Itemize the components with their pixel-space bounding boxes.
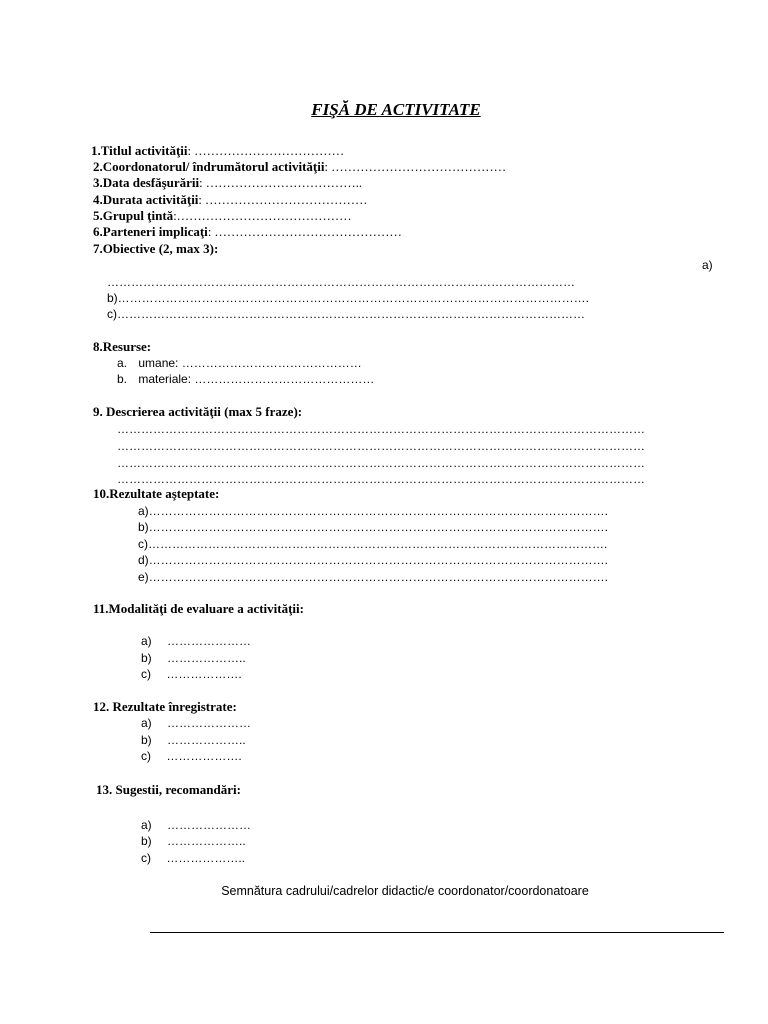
- field-dots: :……………………………………: [173, 209, 352, 223]
- list-marker: a): [141, 818, 152, 832]
- list-dots: ………………..: [167, 651, 246, 665]
- field-label: 5.Grupul ţintă: [93, 208, 174, 223]
- list-dots: ………………..: [166, 851, 246, 865]
- field-label: 2.Coordonatorul/ îndrumătorul activităţii: [93, 159, 325, 174]
- list-marker: a): [141, 716, 152, 730]
- recorded-item: [141, 733, 246, 747]
- list-marker: b): [141, 733, 152, 747]
- objective-a-marker: a): [702, 258, 713, 272]
- recorded-item: [141, 716, 251, 730]
- list-marker: c): [141, 749, 151, 763]
- suggestions-heading: 13. Sugestii, recomandări:: [96, 782, 241, 797]
- field-objectives-heading: 7.Obiective (2, max 3):: [93, 241, 219, 256]
- signature-line[interactable]: [150, 932, 724, 933]
- field-dots: : ………………………………………: [207, 225, 402, 239]
- field-date: [93, 175, 362, 191]
- list-marker: b): [141, 834, 152, 848]
- list-dots: …………………: [167, 818, 252, 832]
- suggestion-item: [141, 851, 245, 865]
- list-text: umane: ………………………………………: [138, 356, 362, 370]
- recorded-results-heading: 12. Rezultate înregistrate:: [93, 699, 237, 714]
- field-label: 1.Titlul activităţii: [91, 143, 188, 158]
- list-text: materiale: ………………………………………: [138, 372, 375, 386]
- objective-c-line: c)………………………………………………………………………………………………………: [107, 307, 585, 321]
- field-target-group: [93, 208, 352, 224]
- expected-line: a)…………………………………………………………………………………………………….: [138, 504, 609, 518]
- document-title: FIŞĂ DE ACTIVITATE: [311, 100, 481, 119]
- expected-line: c)…………………………………………………………………………………………………….: [138, 537, 608, 551]
- evaluation-heading: 11.Modalităţi de evaluare a activităţii:: [93, 601, 304, 616]
- evaluation-item: [141, 667, 242, 681]
- field-partners: [93, 224, 402, 240]
- list-marker: a.: [117, 356, 128, 370]
- list-dots: ……………….: [166, 749, 242, 763]
- evaluation-item: [141, 634, 251, 648]
- resource-human: [117, 356, 362, 370]
- expected-line: e)…………………………………………………………………………………………………….: [138, 570, 609, 584]
- field-activity-title: [91, 143, 344, 159]
- field-label: 3.Data desfăşurării: [93, 175, 200, 190]
- field-coordinator: [93, 159, 506, 175]
- signature-caption: Semnătura cadrului/cadrelor didactic/e coordonator/coordonatoare: [221, 884, 589, 898]
- description-line: ……………………………………………………………………………………………………………………: [117, 422, 645, 436]
- list-dots: ………………..: [167, 834, 246, 848]
- field-label: 4.Durata activităţii: [93, 192, 199, 207]
- description-line: ……………………………………………………………………………………………………………………: [117, 456, 645, 470]
- recorded-item: [141, 749, 242, 763]
- list-dots: ……………….: [166, 667, 242, 681]
- objective-a-dots: ………………………………………………………………………………………………………: [107, 275, 575, 289]
- objective-b-line: b)……………………………………………………………………………………………………….: [107, 291, 590, 305]
- field-label: 6.Parteneri implicaţi: [93, 224, 208, 239]
- description-heading: 9. Descrierea activităţii (max 5 fraze):: [93, 404, 303, 419]
- field-duration: [93, 192, 368, 208]
- description-line: ……………………………………………………………………………………………………………………: [117, 472, 645, 486]
- suggestion-item: [141, 834, 246, 848]
- resources-heading: 8.Resurse:: [93, 339, 152, 354]
- list-marker: a): [141, 634, 152, 648]
- list-dots: …………………: [167, 634, 252, 648]
- resource-material: [117, 372, 374, 386]
- list-dots: ………………..: [167, 733, 246, 747]
- field-dots: : ………………………………..: [199, 176, 363, 190]
- field-dots: : ……………………………………: [324, 160, 507, 174]
- expected-line: b)…………………………………………………………………………………………………….: [138, 520, 609, 534]
- list-marker: b.: [117, 372, 128, 386]
- list-dots: …………………: [167, 716, 252, 730]
- list-marker: c): [141, 667, 151, 681]
- expected-results-heading: 10.Rezultate aşteptate:: [93, 486, 220, 501]
- evaluation-item: [141, 651, 246, 665]
- list-marker: c): [141, 851, 151, 865]
- field-dots: : …………………………………: [198, 193, 368, 207]
- list-marker: b): [141, 651, 152, 665]
- suggestion-item: [141, 818, 251, 832]
- expected-line: d)…………………………………………………………………………………………………….: [138, 553, 609, 567]
- description-line: ……………………………………………………………………………………………………………………: [117, 439, 645, 453]
- field-dots: : ………………………………: [187, 144, 345, 158]
